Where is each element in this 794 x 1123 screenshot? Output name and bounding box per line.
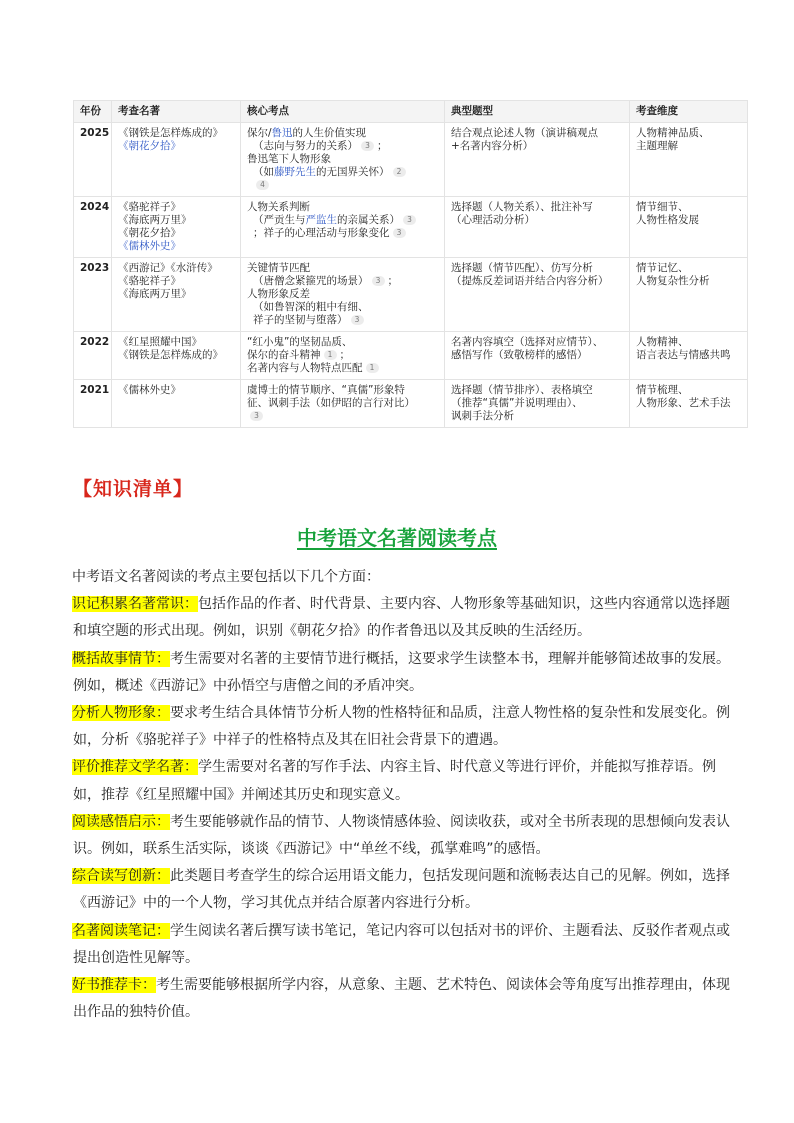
point-line [247,397,438,410]
point-text: （严贡生与 [253,214,306,226]
point-line [247,153,438,166]
knowledge-point [73,918,733,972]
books-cell [112,258,241,332]
type-line: 感悟写作（致敬榜样的感悟） [451,349,588,361]
point-line [247,275,438,288]
dim-line: 语言表达与情感共鸣 [636,349,731,361]
point-text: 关键情节匹配 [247,262,310,274]
point-text: （唐僧念紧箍咒的场景） [253,275,369,287]
point-key: 分析人物形象： [72,705,170,722]
knowledge-point [73,591,733,645]
knowledge-point [73,972,733,1026]
type-line: （提炼反差词语并结合内容分析） [451,275,609,287]
types-cell [445,258,630,332]
citation-badge: 3 [403,215,416,225]
type-line: 结合观点论述人物（演讲稿观点 [451,127,598,139]
dim-line: 主题理解 [636,140,678,152]
year-cell: 2021 [74,380,112,428]
type-line: 选择题（人物关系）、批注补写 [451,201,593,213]
point-key: 阅读感悟启示： [72,813,170,830]
point-text: “红小鬼”的坚韧品质、 [247,336,353,348]
year-cell: 2024 [74,197,112,258]
types-cell [445,380,630,428]
point-text: 名著内容与人物特点匹配 [247,362,363,374]
point-text: 祥子的坚韧与堕落） [253,314,348,326]
citation-badge: 3 [351,315,364,325]
book-title: 《海底两万里》 [118,214,192,226]
link-text: 严监生 [305,214,337,226]
points-cell [241,332,445,380]
citation-badge: 1 [324,350,337,360]
citation-badge: 3 [250,411,263,421]
point-text: 考生要能够就作品的情节、人物谈情感体验、阅读收获，或对全书所表现的思想倾向发表认识。例如，联系生活实际，谈谈《西游记》中“单丝不线，孤掌难鸣”的感悟。 [73,813,730,858]
citation-badge: 1 [366,363,379,373]
point-line [247,384,438,397]
point-line [247,336,438,349]
dim-line: 情节梳理、 [636,384,689,396]
point-text: 学生阅读名著后撰写读书笔记，笔记内容可以包括对书的评价、主题看法、反驳作者观点或提出创造性见解等。 [73,922,730,966]
year-cell: 2023 [74,258,112,332]
dim-line: 人物形象、艺术手法 [636,397,731,409]
types-cell [445,123,630,197]
dim-line: 情节细节、 [636,201,689,213]
type-line: 选择题（情节排序）、表格填空 [451,384,593,396]
knowledge-point [73,809,733,863]
points-cell [241,258,445,332]
point-text: （志向与努力的关系） [253,140,358,152]
point-text: 征、讽刺手法（如伊昭的言行对比） [247,397,415,409]
book-title: 《朝花夕拾》 [118,140,181,152]
book-title: 《红星照耀中国》 [118,336,202,348]
point-text: ； [339,349,350,361]
table-row [74,197,748,258]
point-text: 虞博士的情节顺序、“真儒”形象特 [247,384,405,396]
point-line [247,362,438,375]
type-line: （推荐“真儒”并说明理由）、 [451,397,583,409]
point-text: 的无国界关怀） [316,166,390,178]
point-key: 概括故事情节： [72,650,170,667]
point-line [247,179,438,192]
point-text: 此类题目考查学生的综合运用语文能力，包括发现问题和流畅表达自己的见解。例如，选择《西游记》中的一个人物，学习其优点并结合原著内容进行分析。 [73,868,730,912]
point-line [247,262,438,275]
point-line [247,127,438,140]
table-header-row [74,101,748,123]
point-text: ； [377,140,388,152]
point-text: 的亲属关系） [337,214,400,226]
citation-badge: 3 [372,276,385,286]
table-row [74,258,748,332]
type-line: 名著内容填空（选择对应情节）、 [451,336,604,348]
point-text: ；祥子的心理活动与形象变化 [253,227,390,239]
type-line: （心理活动分析） [451,214,535,226]
table-body [74,123,748,428]
points-cell [241,123,445,197]
types-cell [445,332,630,380]
point-key: 综合读写创新： [72,868,170,885]
book-title: 《朝花夕拾》 [118,227,181,239]
points-cell [241,380,445,428]
type-line: +名著内容分析） [451,140,534,152]
point-text: 保尔的奋斗精神 [247,349,321,361]
point-line [247,201,438,214]
point-line [247,288,438,301]
header-books: 考查名著 [112,101,241,123]
point-key: 评价推荐文学名著： [72,759,198,776]
knowledge-points [73,591,733,1026]
section-label: 【知识清单】 [73,478,194,500]
intro-text: 中考语文名著阅读的考点主要包括以下几个方面： [72,569,380,585]
point-line [247,227,438,240]
dims-cell [630,258,748,332]
dim-line: 人物精神、 [636,336,689,348]
point-key: 好书推荐卡： [72,977,156,994]
knowledge-point [73,863,733,917]
point-text: 人物形象反差 [247,288,310,300]
point-text: 的人生价值实现 [292,127,367,139]
types-cell [445,197,630,258]
dim-line: 情节记忆、 [636,262,689,274]
dims-cell [630,380,748,428]
books-cell [112,197,241,258]
book-title: 《海底两万里》 [118,288,192,300]
link-text: 藤野先生 [274,166,316,178]
link-text: 鲁迅 [271,127,293,139]
citation-badge: 2 [393,167,406,177]
point-text: ； [387,275,398,287]
point-text: （如鲁智深的粗中有细、 [253,301,369,313]
point-line [247,214,438,227]
books-cell [112,123,241,197]
exam-table [73,100,748,428]
point-text: 考生需要能够根据所学内容，从意象、主题、艺术特色、阅读体会等角度写出推荐理由，体现出作品的独特价值。 [73,977,730,1021]
point-line [247,314,438,327]
point-text: 人物关系判断 [247,201,310,213]
dim-line: 人物复杂性分析 [636,275,710,287]
book-title: 《钢铁是怎样炼成的》 [118,349,223,361]
dim-line: 人物性格发展 [636,214,699,226]
dim-line: 人物精神品质、 [636,127,710,139]
doc-title: 中考语文名著阅读考点 [297,526,497,550]
knowledge-point [73,754,733,808]
knowledge-point [73,646,733,700]
point-text: 保尔/ [247,127,272,139]
knowledge-point [73,700,733,754]
point-line [247,140,438,153]
book-title: 《钢铁是怎样炼成的》 [118,127,223,139]
point-line [247,301,438,314]
point-text: （如 [253,166,274,178]
table-row [74,123,748,197]
year-cell: 2025 [74,123,112,197]
book-title: 《儒林外史》 [118,240,181,252]
year-cell: 2022 [74,332,112,380]
point-key: 名著阅读笔记： [72,922,170,939]
dims-cell [630,123,748,197]
point-line [247,166,438,179]
point-text: 要求考生结合具体情节分析人物的性格特征和品质，注意人物性格的复杂性和发展变化。例如，分析《骆驼祥子》中祥子的性格特点及其在旧社会背景下的遭遇。 [73,705,730,749]
point-text: 鲁迅笔下人物形象 [247,153,331,165]
citation-badge: 3 [393,228,406,238]
table-row [74,380,748,428]
point-text: 考生需要对名著的主要情节进行概括，这要求学生读整本书，理解并能够简述故事的发展。例如，概述《西游记》中孙悟空与唐僧之间的矛盾冲突。 [73,650,730,694]
citation-badge: 3 [361,141,374,151]
book-title: 《儒林外史》 [118,384,181,396]
header-points: 核心考点 [241,101,445,123]
knowledge-list [73,564,733,1026]
point-line [247,410,438,423]
point-text: 包括作品的作者、时代背景、主要内容、人物形象等基础知识，这些内容通常以选择题和填空题的形式出现。例如，识别《朝花夕拾》的作者鲁迅以及其反映的生活经历。 [73,596,730,640]
book-title: 《骆驼祥子》 [118,275,181,287]
header-types: 典型题型 [445,101,630,123]
type-line: 选择题（情节匹配）、仿写分析 [451,262,593,274]
citation-badge: 4 [256,180,269,190]
dims-cell [630,332,748,380]
book-title: 《骆驼祥子》 [118,201,181,213]
header-dims: 考查维度 [630,101,748,123]
table-row [74,332,748,380]
dims-cell [630,197,748,258]
book-title: 《西游记》《水浒传》 [118,262,218,274]
point-key: 识记积累名著常识： [72,596,198,613]
point-text: 学生需要对名著的写作手法、内容主旨、时代意义等进行评价，并能拟写推荐语。例如，推荐《红星照耀中国》并阐述其历史和现实意义。 [73,759,716,803]
books-cell [112,332,241,380]
points-cell [241,197,445,258]
header-year: 年份 [74,101,112,123]
books-cell [112,380,241,428]
type-line: 讽刺手法分析 [451,410,514,422]
point-line [247,349,438,362]
